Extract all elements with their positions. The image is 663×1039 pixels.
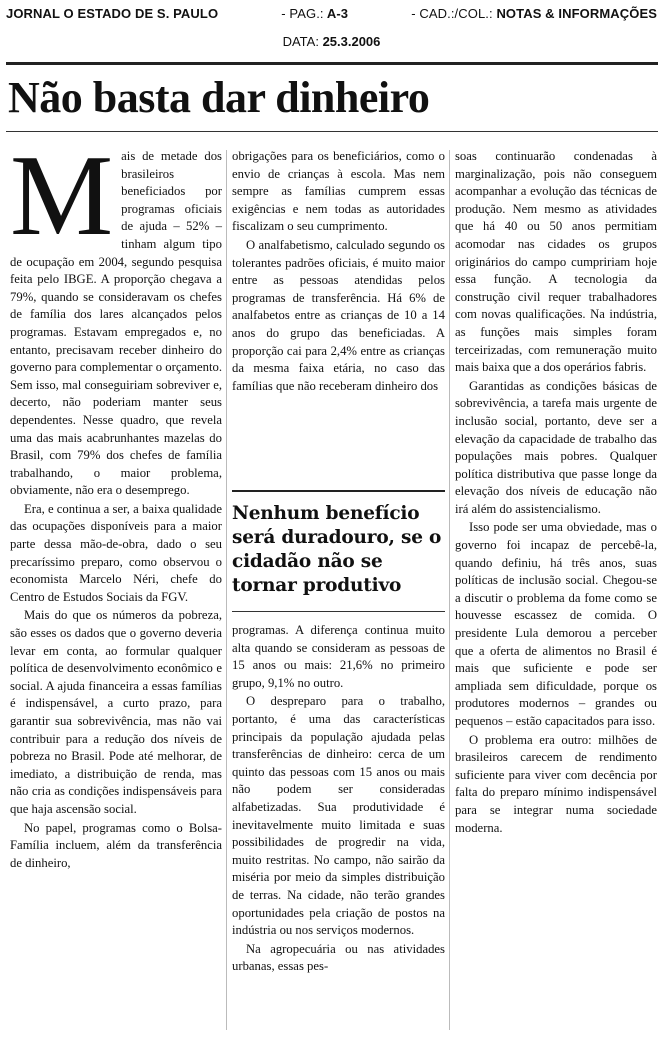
paragraph: obrigações para os beneficiários, como o envio de crianças à escola. Mas nem sempre as famílias cumprem essas exigências e nem todas as autoridades fiscalizam o seu cumprimento. [232,149,445,234]
column-separator [449,150,450,1030]
page-info: - PAG.: A-3 [281,6,349,21]
column-separator [226,150,227,1030]
page-number: A-3 [326,6,349,21]
article-column-1 [10,132,222,873]
paragraph: Na agropecuária ou nas atividades urbanas, essas pes- [232,941,445,974]
page-header [6,6,657,26]
headline: Não basta dar dinheiro [8,73,430,122]
paragraph: Garantidas as condições básicas de sobrevivência, a tarefa mais urgente de inclusão social, portanto, deve ser a elevação da capacidade de trabalho das populações mais pobres. Qualquer política distributiva que passe longe da elevação dos níveis de educação não irá além do assistencialismo. [455,378,657,516]
paragraph: O problema era outro: milhões de brasileiros carecem de rendimento suficiente para viver com decência por falta do preparo mínimo indispensável para se integrar numa sociedade moderna. [455,732,657,835]
date-line [0,34,663,49]
newspaper-name: JORNAL O ESTADO DE S. PAULO [6,6,219,21]
section-name: NOTAS & INFORMAÇÕES [496,6,657,21]
paragraph: O despreparo para o trabalho, portanto, é uma das características principais da população ajudada pelas transferências de dinheiro: cerca de um quinto das pessoas com 15 anos ou mais não podem ser consideradas alfabetizadas. Sua produtividade é inevitavelmente muito limitada e suas possibilidades de progredir na vida, muito restritas. No campo, não sairão da miséria por meio da simples distribuição de terras. Na cidade, não terão grandes oportunidades pela criação de postos na indústria ou nos serviços modernos. [232,694,445,938]
paragraph: O analfabetismo, calculado segundo os tolerantes padrões oficiais, é muito maior entre as pessoas atendidas pelos programas de transferência. Há 6% de analfabetos entre as crianças de 10 a 14 anos do grupo das beneficiadas. A proporção cai para 2,4% entre as crianças da mesma faixa etária, no caso das famílias que não receberam dinheiro dos [232,237,445,393]
pull-quote: Nenhum benefício será duradouro, se o cidadão não se tornar produtivo [232,503,442,596]
paragraph: soas continuarão condenadas à marginalização, pois não conseguem acompanhar a evolução das técnicas de produção. Nem mesmo as atividades que há 40 ou 50 anos permitiam acomodar nas cidades os grupos originários do campo cumpririam hoje essa função. A tecnologia da construção civil requer trabalhadores com novas qualificações. Na indústria, as funções mais simples foram terceirizadas, com remuneração muito mais baixa que a dos operários fabris. [455,149,657,375]
section-info: - CAD.:/COL.: NOTAS & INFORMAÇÕES [411,6,657,21]
paragraph: Mais do que os números da pobreza, são esses os dados que o governo deveria levar em conta, ao formular qualquer política de desenvolvimento econômico e social. A ajuda financeira a essas famílias é indispensável, a curto prazo, para garantir sua sobrevivência, mas não vai contribuir para a redução dos níveis de pobreza no Brasil. Pode até melhorar, de imediato, a distribuição de renda, mas não cria as condições indispensáveis para que haja ascensão social. [10,608,222,816]
pull-quote-box [232,490,445,612]
paragraph: Era, e continua a ser, a baixa qualidade das ocupações disponíveis para a maior parte dessa mão-de-obra, dado o seu precaríssimo preparo, como observou o economista Marcelo Néri, chefe do Centro de Estudos Sociais da FGV. [10,501,222,604]
paragraph: programas. A diferença continua muito alta quando se consideram as pessoas de 15 anos ou mais: 21,6% no primeiro grupo, 9,1% no outro. [232,623,445,690]
article-column-3 [455,148,657,838]
paragraph: Isso pode ser uma obviedade, mas o governo foi incapaz de percebê-la, quando definiu, há três anos, suas políticas de inclusão social. Chegou-se a discutir o problema da fome como se houvesse escassez de comida. O presidente Lula demorou a perceber que a oferta de alimentos no Brasil é mais que suficiente e pode ser ampliada sem dificuldade, porque os produtores modernos – grandes ou pequenos – estão capacitados para isso. [455,520,657,728]
date-value: 25.3.2006 [322,34,381,49]
paragraph: No papel, programas como o Bolsa-Família incluem, além da transferência de dinheiro, [10,820,222,870]
drop-cap: M [10,132,114,260]
paragraph: Mais de metade dos brasileiros beneficiados por programas oficiais de ajuda – 52% – tinham algum tipo de ocupação em 2004, segundo pesquisa feita pelo IBGE. A proporção chegava a 79%, quando se consideravam os chefes de família dos lares alcançados pelos programas. Estavam empregados e, no entanto, precisavam receber dinheiro do governo para complementar o orçamento. Sem isso, mal conseguiriam sobreviver e, decerto, não poderiam manter seus dependentes. Nesse quadro, que revela uma das mais acabrunhantes mazelas do Brasil, com 79% dos chefes de família trabalhando, o maior problema, obviamente, não era o desemprego. [10,132,222,498]
top-rule [6,62,658,65]
article-column-2-top [232,148,445,396]
article-column-2-bottom [232,622,445,977]
section-label: CAD.:/COL.: [419,6,493,21]
page-label: PAG.: [289,6,324,21]
date-label: DATA: [282,34,319,49]
